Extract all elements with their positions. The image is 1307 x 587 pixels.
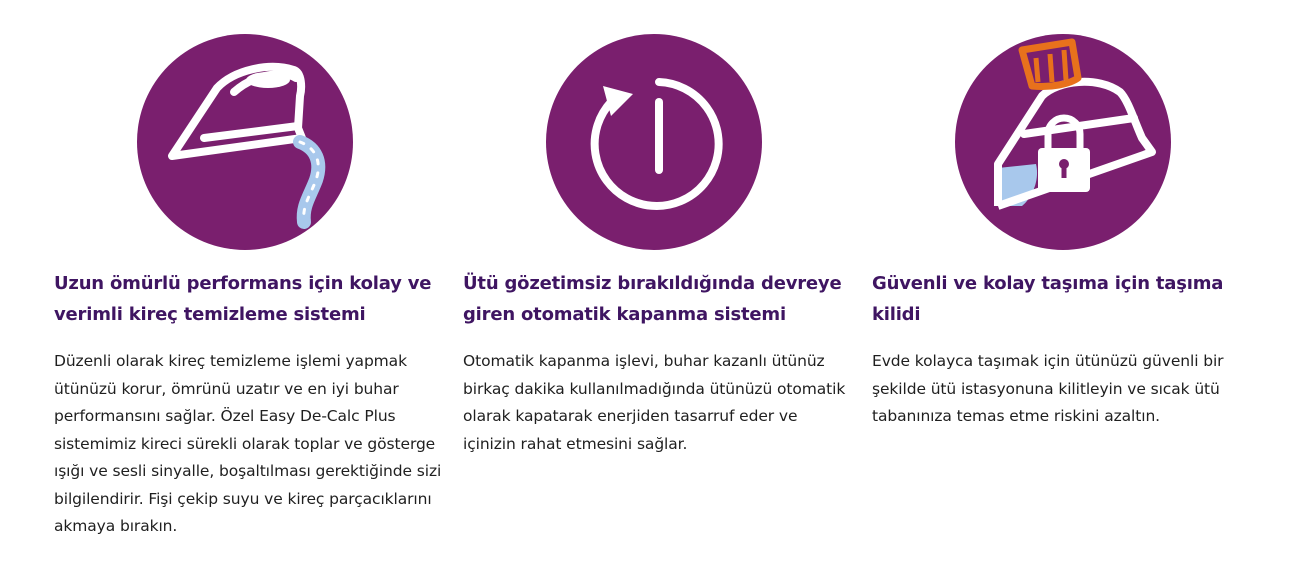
feature-title: Güvenli ve kolay taşıma için taşıma kilidi — [872, 273, 1224, 325]
feature-descaling — [54, 30, 444, 541]
feature-title: Uzun ömürlü performans için kolay ve verimli kireç temizleme sistemi — [54, 273, 432, 325]
feature-carry-lock — [872, 30, 1262, 431]
feature-description: Düzenli olarak kireç temizleme işlemi yapmak ütünüzü korur, ömrünü uzatır ve en iyi buhar performansını sağlar. Özel Easy De-Calc Plus sistemimiz kireci sürekli olarak toplar ve gösterge ışığı ve sesli sinyalle, boşaltılması gerektiğinde sizi bilgilendirir. Fişi çekip suyu ve kireç parçacıklarını akmaya bırakın. — [54, 352, 442, 535]
feature-description: Otomatik kapanma işlevi, buhar kazanlı ütünüz birkaç dakika kullanılmadığında ütünüzü otomatik olarak kapatarak enerjiden tasarruf eder ve içinizin rahat etmesini sağlar. — [463, 352, 846, 453]
feature-auto-shutoff — [463, 30, 853, 458]
feature-description: Evde kolayca taşımak için ütünüzü güvenli bir şekilde ütü istasyonuna kilitleyin ve sıcak ütü tabanınıza temas etme riskini azaltın. — [872, 352, 1224, 425]
carry-lock-icon — [872, 30, 1262, 250]
feature-title: Ütü gözetimsiz bırakıldığında devreye giren otomatik kapanma sistemi — [463, 273, 842, 325]
iron-descaling-icon — [54, 30, 444, 250]
auto-shutoff-power-icon — [463, 30, 853, 250]
